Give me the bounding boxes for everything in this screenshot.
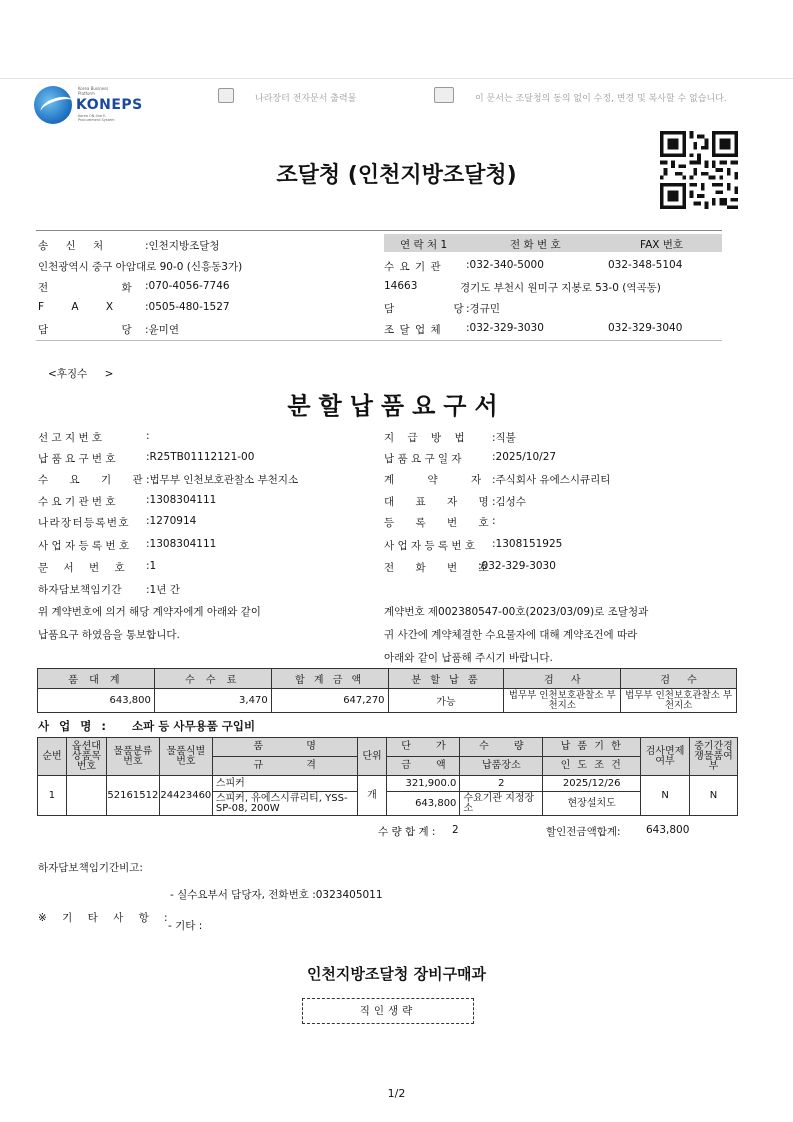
item-name: 스피커 [212, 776, 357, 792]
field-label: 선 고 지 번 호 [38, 432, 103, 444]
demand-manager: :경규민 [466, 303, 500, 315]
header-class: 물품분류번호 [106, 738, 159, 776]
field-value: :1 [146, 560, 157, 572]
logo-line-1: Korea Business Platform [78, 86, 109, 96]
koneps-logo [34, 84, 144, 126]
field-label: 납 품 요 구 번 호 [38, 453, 116, 465]
printer-icon [434, 87, 454, 103]
contact-header-2: 전 화 번 호 [510, 239, 561, 251]
header-ident: 물품식별번호 [159, 738, 212, 776]
field-value: : [492, 515, 496, 527]
demand-address: 경기도 부천시 원미구 지봉로 53-0 (역곡동) [460, 282, 661, 294]
field-label: 등 록 번 호 [384, 517, 489, 529]
items-table [37, 737, 738, 816]
summary-header: 분 할 납 품 [388, 669, 504, 689]
field-label: 하 자 담 보 책 임 기 간 [38, 584, 122, 596]
qty-total-label: 수 량 합 계 : [378, 826, 436, 838]
summary-fee: 3,470 [154, 689, 271, 713]
item-unit: 개 [357, 776, 387, 816]
header-amount: 금 액 [387, 757, 460, 776]
summary-header: 품 대 계 [38, 669, 155, 689]
field-value: :1308304111 [146, 494, 217, 506]
header-exempt: 검사면제여부 [641, 738, 690, 776]
divider [36, 230, 722, 231]
item-price: 321,900.0 [387, 776, 460, 792]
header-price: 단 가 [387, 738, 460, 757]
field-label: 나 라 장 터 등 록 번 호 [38, 517, 129, 529]
banner-center-text: 나라장터 전자문서 출력물 [255, 94, 357, 104]
field-value: :1308151925 [492, 538, 563, 550]
divider [36, 340, 722, 341]
sender-manager-label: 담 당 [38, 324, 132, 336]
sender-fax: :0505-480-1527 [145, 301, 230, 313]
field-value: :주식회사 유에스시큐리티 [492, 474, 611, 486]
notice-right: 계약번호 제002380547-00호(2023/03/09)로 조달청과 [384, 606, 649, 618]
field-value: :R25TB01112121-00 [146, 451, 255, 463]
summary-table [37, 668, 737, 713]
notice-left: 위 계약번호에 의거 해당 계약자에게 아래와 같이 [38, 606, 261, 618]
summary-check: 법무부 인천보호관찰소 부천지소 [621, 689, 737, 713]
form-title: 분할납품요구서 [287, 392, 506, 420]
remark-line-1: - 실수요부서 담당자, 전화번호 :0323405011 [170, 889, 383, 901]
summary-sum: 647,270 [271, 689, 388, 713]
header-unit: 단위 [357, 738, 387, 776]
item-place: 수요기관 지정장소 [460, 792, 543, 816]
field-value: :2025/10/27 [492, 451, 557, 463]
header-cond: 인 도 조 건 [543, 757, 641, 776]
contact-header-3: FAX 번호 [640, 239, 684, 251]
summary-header: 검 수 [621, 669, 737, 689]
summary-split: 가능 [388, 689, 504, 713]
summary-header: 검 사 [504, 669, 621, 689]
copy-icon [218, 88, 234, 103]
field-label: 납 품 요 구 일 자 [384, 453, 462, 465]
demand-label: 수 요 기 관 [384, 261, 442, 273]
supplier-fax: 032-329-3040 [608, 322, 683, 334]
sender-value: :인천지방조달청 [145, 240, 220, 252]
remark-line-2: - 기타 : [168, 920, 203, 932]
item-due: 2025/12/26 [543, 776, 641, 792]
demand-zip: 14663 [384, 280, 418, 292]
field-label: 문 서 번 호 [38, 562, 125, 574]
field-value: :1270914 [146, 515, 197, 527]
sender-manager: :윤미연 [145, 324, 179, 336]
item-spec: 스피커, 유에스시큐리티, YSS-SP-08, 200W [212, 792, 357, 816]
stamp-box: 직인생략 [302, 998, 474, 1024]
header-name: 품 명 [212, 738, 357, 757]
document-title: 조달청 (인천지방조달청) [276, 163, 517, 188]
item-option [66, 776, 106, 816]
amount-total-label: 할인전금액합계: [546, 826, 621, 838]
table-row [38, 776, 738, 792]
header-place: 납품장소 [460, 757, 543, 776]
sender-label: 송 신 처 [38, 240, 104, 252]
sender-phone: :070-4056-7746 [145, 280, 230, 292]
summary-header: 합 계 금 액 [271, 669, 388, 689]
field-label: 전 화 번 호 [384, 562, 489, 574]
header-no: 순번 [38, 738, 67, 776]
header-spec: 규 격 [212, 757, 357, 776]
field-label: 수 요 기 관 번 호 [38, 496, 116, 508]
item-exempt: N [641, 776, 690, 816]
summary-inspect: 법무부 인천보호관찰소 부천지소 [504, 689, 621, 713]
summary-total: 643,800 [38, 689, 155, 713]
item-ident: 24423460 [159, 776, 212, 816]
demand-manager-label: 담 당 [384, 303, 464, 315]
item-sme: N [690, 776, 738, 816]
field-value: :직불 [492, 432, 516, 444]
field-value: : [146, 430, 150, 442]
notice-left: 납품요구 하였음을 통보합니다. [38, 629, 180, 641]
header-sme: 중기간경쟁물품여부 [690, 738, 738, 776]
amount-total: 643,800 [646, 824, 690, 836]
notice-right: 아래와 같이 납품해 주시기 바랍니다. [384, 652, 553, 664]
demand-fax: 032-348-5104 [608, 259, 683, 271]
warranty-label: 하자담보책임기간비고: [38, 862, 143, 874]
field-label: 사 업 자 등 록 번 호 [384, 540, 476, 552]
project-label: 사 업 명 : [38, 719, 106, 733]
header-qty: 수 량 [460, 738, 543, 757]
supplier-phone: :032-329-3030 [466, 322, 544, 334]
qty-total: 2 [452, 824, 459, 836]
notice-right: 귀 사간에 계약체결한 수요물자에 대해 계약조건에 따라 [384, 629, 638, 641]
demand-phone: :032-340-5000 [466, 259, 544, 271]
supplier-label: 조 달 업 체 [384, 324, 442, 336]
sender-fax-label: F A X [38, 301, 114, 313]
logo-line-2: KONEPS [76, 97, 143, 113]
project-name: 소파 등 사무용품 구입비 [132, 719, 256, 733]
field-value: :1308304111 [146, 538, 217, 550]
logo-line-3: Korea ON-line E-Procurement System [78, 114, 115, 122]
field-value: :032-329-3030 [478, 560, 556, 572]
field-label: 계 약 자 [384, 474, 482, 486]
field-label: 지 급 방 법 [384, 432, 465, 444]
receiver-note: <후징수 > [48, 368, 114, 380]
field-value: :법무부 인천보호관찰소 부천지소 [146, 474, 299, 486]
contact-header-1: 연 락 처 1 [400, 239, 448, 251]
field-label: 대 표 자 명 [384, 496, 489, 508]
field-value: :김성수 [492, 496, 526, 508]
sender-phone-label: 전 화 [38, 282, 132, 294]
issuer: 인천지방조달청 장비구매과 [306, 965, 487, 983]
page-number: 1/2 [387, 1087, 406, 1100]
sender-address: 인천광역시 중구 아암대로 90-0 (신흥동3가) [38, 261, 243, 273]
item-class: 52161512 [106, 776, 159, 816]
item-no: 1 [38, 776, 67, 816]
summary-header: 수 수 료 [154, 669, 271, 689]
field-value: :1년 간 [146, 584, 180, 596]
field-label: 사 업 자 등 록 번 호 [38, 540, 130, 552]
banner-right-text: 이 문서는 조달청의 동의 없이 수정, 변경 및 복사할 수 없습니다. [475, 94, 727, 104]
field-label: 수 요 기 관 [38, 474, 143, 486]
item-cond: 현장설치도 [543, 792, 641, 816]
item-qty: 2 [460, 776, 543, 792]
header-due: 납 품 기 한 [543, 738, 641, 757]
header-option: 옵션대상품목번호 [66, 738, 106, 776]
item-amount: 643,800 [387, 792, 460, 816]
etc-label: ※ 기 타 사 항 : [38, 912, 168, 924]
